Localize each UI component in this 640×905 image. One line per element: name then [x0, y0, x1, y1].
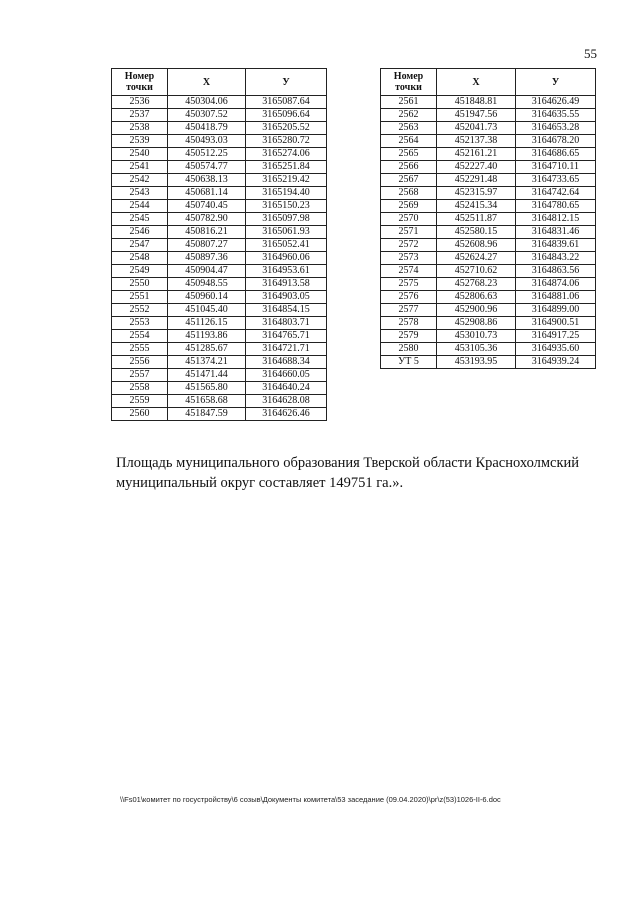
table-row — [381, 174, 596, 187]
cell-x: 453010.73 — [437, 330, 516, 343]
cell-point-number: 2559 — [112, 395, 168, 408]
cell-x: 450960.14 — [168, 291, 246, 304]
cell-y: 3164913.58 — [246, 278, 327, 291]
cell-x: 450493.03 — [168, 135, 246, 148]
table-row — [381, 239, 596, 252]
table-row — [112, 239, 327, 252]
cell-point-number: 2566 — [381, 161, 437, 174]
cell-x: 452608.96 — [437, 239, 516, 252]
cell-point-number: 2536 — [112, 96, 168, 109]
cell-x: 450904.47 — [168, 265, 246, 278]
cell-x: 453105.36 — [437, 343, 516, 356]
page-number: 55 — [584, 46, 597, 61]
cell-y: 3165251.84 — [246, 161, 327, 174]
table-row — [112, 200, 327, 213]
table-row — [112, 343, 327, 356]
cell-x: 451565.80 — [168, 382, 246, 395]
cell-x: 453193.95 — [437, 356, 516, 369]
cell-x: 452291.48 — [437, 174, 516, 187]
cell-x: 452041.73 — [437, 122, 516, 135]
table-row — [112, 122, 327, 135]
cell-x: 452710.62 — [437, 265, 516, 278]
cell-y: 3165097.98 — [246, 213, 327, 226]
cell-x: 451374.21 — [168, 356, 246, 369]
cell-y: 3165150.23 — [246, 200, 327, 213]
table-row — [112, 135, 327, 148]
cell-y: 3164626.49 — [516, 96, 596, 109]
cell-point-number: 2576 — [381, 291, 437, 304]
table-row — [112, 304, 327, 317]
cell-y: 3164765.71 — [246, 330, 327, 343]
cell-y: 3165194.40 — [246, 187, 327, 200]
cell-point-number: 2571 — [381, 226, 437, 239]
table-row — [112, 252, 327, 265]
cell-x: 452137.38 — [437, 135, 516, 148]
cell-point-number: 2564 — [381, 135, 437, 148]
cell-point-number: 2549 — [112, 265, 168, 278]
table-row — [112, 317, 327, 330]
cell-x: 450816.21 — [168, 226, 246, 239]
table-row — [112, 408, 327, 421]
table-row — [381, 148, 596, 161]
cell-point-number: 2558 — [112, 382, 168, 395]
cell-point-number: 2561 — [381, 96, 437, 109]
table-row — [381, 96, 596, 109]
cell-y: 3164660.05 — [246, 369, 327, 382]
table-row — [112, 174, 327, 187]
cell-x: 450304.06 — [168, 96, 246, 109]
table-row — [112, 356, 327, 369]
table-header-row — [112, 69, 327, 96]
cell-point-number: 2547 — [112, 239, 168, 252]
cell-point-number: 2574 — [381, 265, 437, 278]
table-row — [112, 265, 327, 278]
table-row — [381, 135, 596, 148]
cell-x: 452624.27 — [437, 252, 516, 265]
cell-x: 450638.13 — [168, 174, 246, 187]
column-header-y: У — [516, 69, 596, 96]
area-statement: Площадь муниципального образования Тверской области Краснохолмский муниципальный округ составляет 149751 га.». — [116, 455, 580, 491]
cell-point-number: 2569 — [381, 200, 437, 213]
cell-point-number: 2542 — [112, 174, 168, 187]
cell-point-number: 2555 — [112, 343, 168, 356]
cell-point-number: 2537 — [112, 109, 168, 122]
cell-point-number: 2579 — [381, 330, 437, 343]
cell-point-number: 2573 — [381, 252, 437, 265]
table-row — [381, 317, 596, 330]
table-row — [112, 278, 327, 291]
cell-point-number: 2575 — [381, 278, 437, 291]
table-header-row — [381, 69, 596, 96]
cell-x: 452580.15 — [437, 226, 516, 239]
table-row — [112, 187, 327, 200]
cell-y: 3164939.24 — [516, 356, 596, 369]
cell-y: 3164686.65 — [516, 148, 596, 161]
cell-x: 451193.86 — [168, 330, 246, 343]
cell-y: 3165061.93 — [246, 226, 327, 239]
cell-x: 452315.97 — [437, 187, 516, 200]
cell-x: 452768.23 — [437, 278, 516, 291]
table-row — [381, 187, 596, 200]
cell-point-number: 2556 — [112, 356, 168, 369]
cell-y: 3164710.11 — [516, 161, 596, 174]
cell-point-number: 2565 — [381, 148, 437, 161]
cell-point-number: 2540 — [112, 148, 168, 161]
column-header-point-number: Номер точки — [381, 69, 437, 96]
cell-point-number: 2562 — [381, 109, 437, 122]
table-row — [381, 200, 596, 213]
cell-point-number: 2552 — [112, 304, 168, 317]
table-row — [381, 278, 596, 291]
cell-x: 451848.81 — [437, 96, 516, 109]
cell-y: 3164721.71 — [246, 343, 327, 356]
cell-y: 3164843.22 — [516, 252, 596, 265]
cell-x: 451045.40 — [168, 304, 246, 317]
cell-y: 3165219.42 — [246, 174, 327, 187]
cell-x: 452227.40 — [437, 161, 516, 174]
cell-y: 3164854.15 — [246, 304, 327, 317]
table-row — [112, 96, 327, 109]
cell-y: 3164742.64 — [516, 187, 596, 200]
cell-y: 3164903.05 — [246, 291, 327, 304]
cell-y: 3164863.56 — [516, 265, 596, 278]
cell-point-number: 2580 — [381, 343, 437, 356]
cell-y: 3164874.06 — [516, 278, 596, 291]
cell-x: 451947.56 — [437, 109, 516, 122]
cell-y: 3164688.34 — [246, 356, 327, 369]
table-row — [381, 291, 596, 304]
column-header-x: X — [437, 69, 516, 96]
cell-point-number: 2544 — [112, 200, 168, 213]
cell-y: 3164733.65 — [516, 174, 596, 187]
document-file-path: \\Fs01\комитет по госустройству\6 созыв\Документы комитета\53 заседание (09.04.2020)\pr\z(53)1026-II-6.doc — [120, 795, 501, 804]
table-row — [112, 291, 327, 304]
cell-y: 3165205.52 — [246, 122, 327, 135]
cell-point-number: 2567 — [381, 174, 437, 187]
table-row — [112, 395, 327, 408]
cell-y: 3164831.46 — [516, 226, 596, 239]
cell-x: 451658.68 — [168, 395, 246, 408]
cell-point-number: 2572 — [381, 239, 437, 252]
table-row — [381, 304, 596, 317]
coordinates-table-right — [380, 68, 596, 369]
cell-point-number: 2577 — [381, 304, 437, 317]
cell-x: 452806.63 — [437, 291, 516, 304]
column-header-y: У — [246, 69, 327, 96]
cell-y: 3164678.20 — [516, 135, 596, 148]
cell-point-number: 2560 — [112, 408, 168, 421]
cell-x: 451847.59 — [168, 408, 246, 421]
cell-point-number: УТ 5 — [381, 356, 437, 369]
cell-y: 3165096.64 — [246, 109, 327, 122]
cell-x: 451471.44 — [168, 369, 246, 382]
cell-x: 452900.96 — [437, 304, 516, 317]
cell-x: 452161.21 — [437, 148, 516, 161]
cell-y: 3164803.71 — [246, 317, 327, 330]
table-row — [381, 226, 596, 239]
cell-y: 3165280.72 — [246, 135, 327, 148]
cell-point-number: 2553 — [112, 317, 168, 330]
table-row — [112, 330, 327, 343]
cell-point-number: 2557 — [112, 369, 168, 382]
table-row — [381, 122, 596, 135]
table-row — [381, 343, 596, 356]
cell-y: 3164640.24 — [246, 382, 327, 395]
cell-point-number: 2546 — [112, 226, 168, 239]
cell-point-number: 2551 — [112, 291, 168, 304]
cell-y: 3164780.65 — [516, 200, 596, 213]
cell-x: 451285.67 — [168, 343, 246, 356]
cell-x: 450740.45 — [168, 200, 246, 213]
cell-y: 3164881.06 — [516, 291, 596, 304]
cell-x: 450807.27 — [168, 239, 246, 252]
cell-point-number: 2568 — [381, 187, 437, 200]
cell-x: 450512.25 — [168, 148, 246, 161]
cell-x: 450307.52 — [168, 109, 246, 122]
table-row — [381, 161, 596, 174]
cell-x: 450574.77 — [168, 161, 246, 174]
cell-y: 3165087.64 — [246, 96, 327, 109]
cell-point-number: 2538 — [112, 122, 168, 135]
cell-point-number: 2563 — [381, 122, 437, 135]
cell-x: 450948.55 — [168, 278, 246, 291]
cell-y: 3164628.08 — [246, 395, 327, 408]
cell-point-number: 2554 — [112, 330, 168, 343]
cell-y: 3164899.00 — [516, 304, 596, 317]
cell-point-number: 2578 — [381, 317, 437, 330]
table-row — [112, 369, 327, 382]
table-row — [112, 213, 327, 226]
cell-point-number: 2543 — [112, 187, 168, 200]
cell-y: 3164626.46 — [246, 408, 327, 421]
cell-point-number: 2541 — [112, 161, 168, 174]
table-row — [112, 382, 327, 395]
table-row — [381, 252, 596, 265]
coordinates-table-left — [111, 68, 327, 421]
cell-y: 3164812.15 — [516, 213, 596, 226]
cell-y: 3164935.60 — [516, 343, 596, 356]
table-row — [381, 109, 596, 122]
cell-x: 450681.14 — [168, 187, 246, 200]
table-row — [112, 148, 327, 161]
cell-point-number: 2539 — [112, 135, 168, 148]
cell-y: 3164635.55 — [516, 109, 596, 122]
cell-y: 3164653.28 — [516, 122, 596, 135]
cell-x: 450782.90 — [168, 213, 246, 226]
cell-x: 452415.34 — [437, 200, 516, 213]
column-header-point-number: Номер точки — [112, 69, 168, 96]
table-row — [381, 213, 596, 226]
cell-x: 451126.15 — [168, 317, 246, 330]
cell-y: 3164960.06 — [246, 252, 327, 265]
cell-point-number: 2548 — [112, 252, 168, 265]
column-header-x: X — [168, 69, 246, 96]
table-row — [112, 109, 327, 122]
cell-y: 3165052.41 — [246, 239, 327, 252]
cell-x: 450897.36 — [168, 252, 246, 265]
cell-x: 450418.79 — [168, 122, 246, 135]
cell-y: 3164953.61 — [246, 265, 327, 278]
cell-point-number: 2550 — [112, 278, 168, 291]
table-row — [381, 265, 596, 278]
table-row — [381, 330, 596, 343]
cell-point-number: 2545 — [112, 213, 168, 226]
cell-y: 3164917.25 — [516, 330, 596, 343]
table-row — [381, 356, 596, 369]
table-row — [112, 226, 327, 239]
cell-y: 3165274.06 — [246, 148, 327, 161]
table-row — [112, 161, 327, 174]
cell-y: 3164900.51 — [516, 317, 596, 330]
cell-y: 3164839.61 — [516, 239, 596, 252]
cell-point-number: 2570 — [381, 213, 437, 226]
cell-x: 452511.87 — [437, 213, 516, 226]
cell-x: 452908.86 — [437, 317, 516, 330]
